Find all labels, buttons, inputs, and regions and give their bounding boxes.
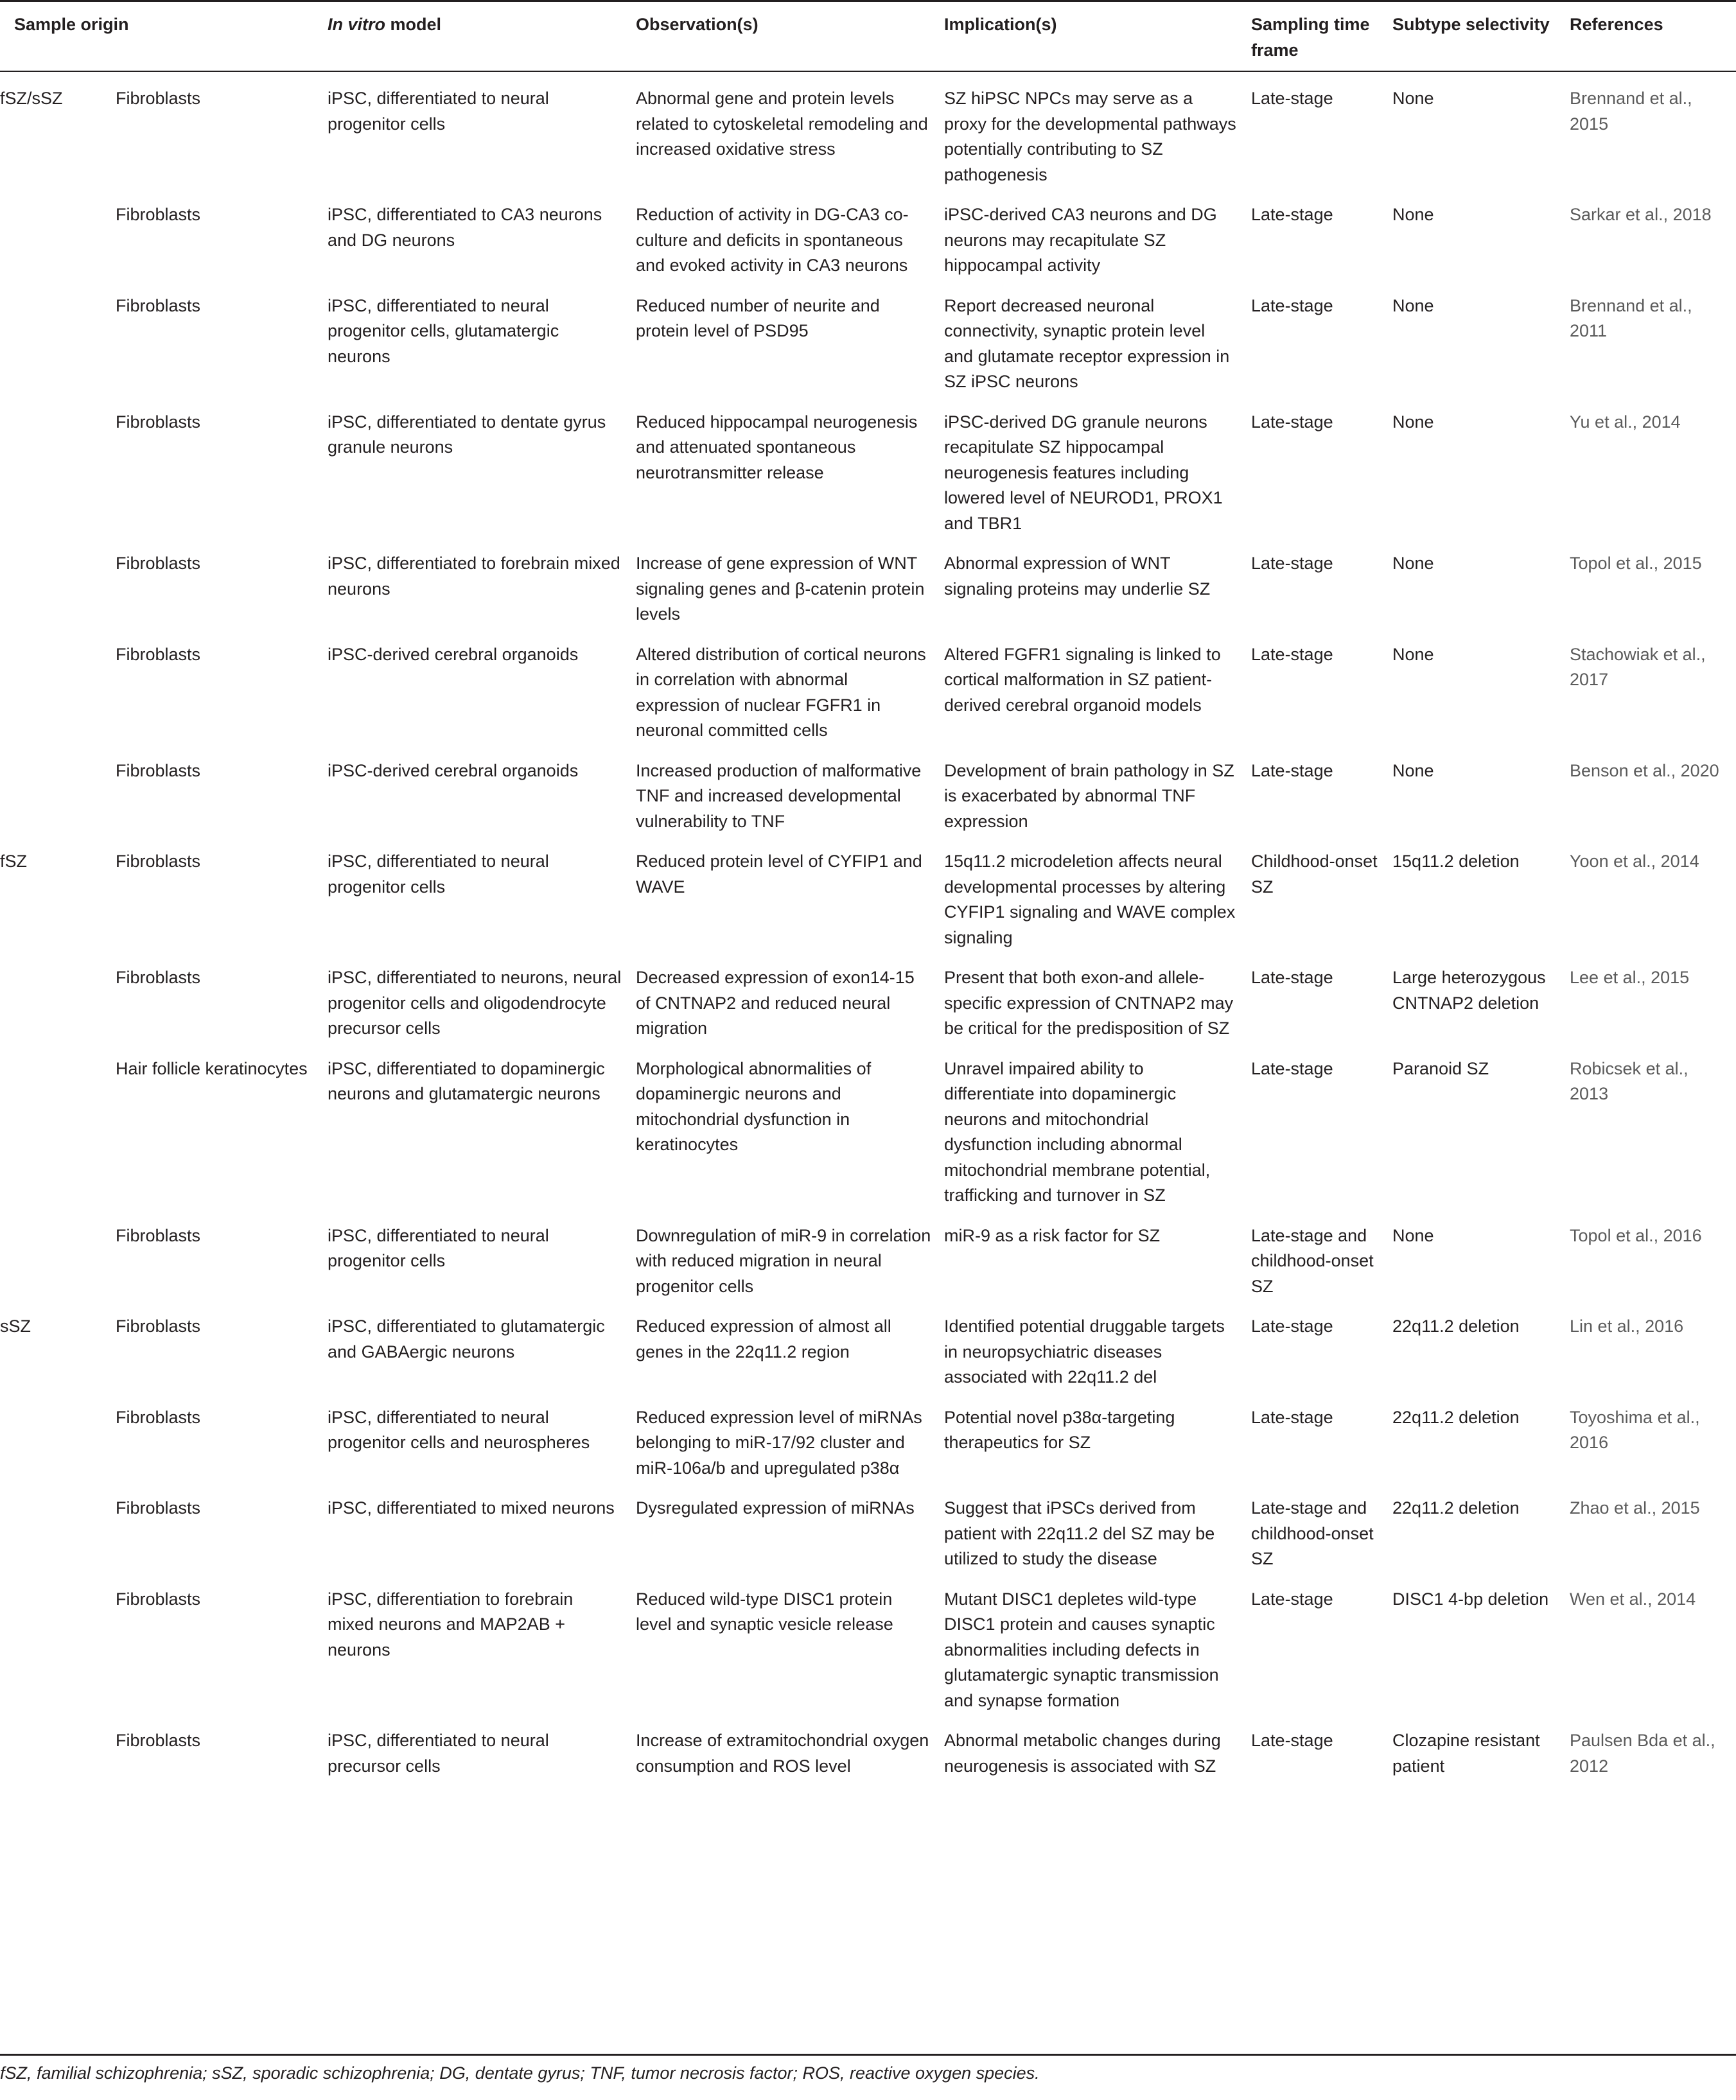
header-observations: Observation(s) bbox=[629, 1, 938, 72]
table-row bbox=[0, 1713, 1736, 1779]
cell-group: sSZ bbox=[0, 1317, 31, 1336]
table-row bbox=[0, 1042, 1736, 1209]
cell-sampling: Childhood-onset SZ bbox=[1251, 852, 1378, 897]
cell-observation: Reduction of activity in DG-CA3 co-culture and deficits in spontaneous and evoked activity in CA3 neurons bbox=[636, 205, 909, 275]
cell-model: iPSC, differentiated to neural precursor cells bbox=[328, 1731, 549, 1776]
cell-observation: Increased production of malformative TNF and increased developmental vulnerability to TNF bbox=[636, 760, 922, 831]
cell-group bbox=[0, 1572, 109, 1714]
header-implications: Implication(s) bbox=[938, 1, 1245, 72]
cell-observation: Reduced hippocampal neurogenesis and attenuated spontaneous neurotransmitter release bbox=[636, 412, 918, 482]
header-model-italic: In vitro bbox=[328, 15, 386, 34]
header-sample-origin: Sample origin bbox=[0, 1, 321, 72]
table-row bbox=[0, 1299, 1736, 1390]
table-row bbox=[0, 279, 1736, 395]
cell-observation: Reduced expression of almost all genes in the 22q11.2 region bbox=[636, 1317, 891, 1361]
cell-reference: Lee et al., 2015 bbox=[1570, 968, 1690, 987]
cell-sampling: Late-stage bbox=[1251, 644, 1333, 664]
cell-group bbox=[0, 1209, 109, 1300]
cell-model: iPSC, differentiated to neurons, neural progenitor cells and oligodendrocyte precursor cells bbox=[328, 968, 622, 1038]
cell-observation: Increase of extramitochondrial oxygen consumption and ROS level bbox=[636, 1731, 929, 1776]
cell-sampling: Late-stage bbox=[1251, 412, 1333, 432]
cell-observation: Morphological abnormalities of dopaminergic neurons and mitochondrial dysfunction in keratinocytes bbox=[636, 1058, 872, 1154]
cell-group bbox=[0, 1481, 109, 1572]
table-row bbox=[0, 1572, 1736, 1714]
cell-implication: iPSC-derived DG granule neurons recapitulate SZ hippocampal neurogenesis features including lowered level of NEUROD1, PROX1 and TBR1 bbox=[944, 412, 1223, 533]
table-bottom-rule bbox=[0, 2054, 1736, 2056]
header-model bbox=[321, 1, 629, 72]
cell-subtype: None bbox=[1392, 1225, 1434, 1245]
table-row bbox=[0, 1209, 1736, 1300]
cell-observation: Dysregulated expression of miRNAs bbox=[636, 1498, 915, 1518]
cell-observation: Reduced wild-type DISC1 protein level and synaptic vesicle release bbox=[636, 1589, 893, 1634]
header-sampling: Sampling time frame bbox=[1245, 1, 1386, 72]
cell-sample: Fibroblasts bbox=[116, 1407, 201, 1427]
cell-sampling: Late-stage bbox=[1251, 89, 1333, 108]
cell-sampling: Late-stage bbox=[1251, 1407, 1333, 1427]
table-row bbox=[0, 834, 1736, 950]
cell-reference: Topol et al., 2016 bbox=[1570, 1225, 1702, 1245]
cell-group bbox=[0, 1042, 109, 1209]
cell-subtype: Clozapine resistant patient bbox=[1392, 1731, 1540, 1776]
cell-group bbox=[0, 395, 109, 537]
cell-model: iPSC, differentiated to neural progenitor cells bbox=[328, 1225, 549, 1270]
cell-reference: Stachowiak et al., 2017 bbox=[1570, 644, 1706, 689]
cell-sample: Fibroblasts bbox=[116, 1589, 201, 1609]
cell-subtype: Large heterozygous CNTNAP2 deletion bbox=[1392, 968, 1546, 1013]
cell-model: iPSC, differentiated to mixed neurons bbox=[328, 1498, 615, 1518]
cell-implication: Present that both exon-and allele-specific expression of CNTNAP2 may be critical for the predisposition of SZ bbox=[944, 968, 1234, 1038]
table-row bbox=[0, 71, 1736, 188]
table-row bbox=[0, 950, 1736, 1042]
cell-subtype: None bbox=[1392, 644, 1434, 664]
cell-subtype: None bbox=[1392, 760, 1434, 780]
cell-reference: Wen et al., 2014 bbox=[1570, 1589, 1696, 1609]
cell-sample: Fibroblasts bbox=[116, 644, 201, 664]
cell-group bbox=[0, 279, 109, 395]
cell-subtype: None bbox=[1392, 412, 1434, 432]
cell-observation: Decreased expression of exon14-15 of CNTNAP2 and reduced neural migration bbox=[636, 968, 915, 1038]
cell-sampling: Late-stage bbox=[1251, 968, 1333, 987]
cell-subtype: Paranoid SZ bbox=[1392, 1058, 1489, 1078]
cell-subtype: None bbox=[1392, 89, 1434, 108]
cell-sample: Fibroblasts bbox=[116, 295, 201, 315]
cell-implication: Suggest that iPSCs derived from patient with 22q11.2 del SZ may be utilized to study the disease bbox=[944, 1498, 1215, 1568]
cell-observation: Abnormal gene and protein levels related to cytoskeletal remodeling and increased oxidative stress bbox=[636, 89, 928, 159]
cell-model: iPSC, differentiated to neural progenitor cells bbox=[328, 852, 549, 897]
cell-sampling: Late-stage bbox=[1251, 295, 1333, 315]
cell-observation: Reduced number of neurite and protein level of PSD95 bbox=[636, 295, 880, 340]
cell-implication: Abnormal expression of WNT signaling proteins may underlie SZ bbox=[944, 554, 1211, 599]
cell-subtype: 22q11.2 deletion bbox=[1392, 1498, 1520, 1518]
cell-reference: Brennand et al., 2011 bbox=[1570, 295, 1692, 340]
cell-model: iPSC, differentiated to forebrain mixed neurons bbox=[328, 554, 620, 599]
cell-reference: Brennand et al., 2015 bbox=[1570, 89, 1692, 134]
header-row bbox=[0, 1, 1736, 72]
cell-model: iPSC, differentiation to forebrain mixed neurons and MAP2AB + neurons bbox=[328, 1589, 574, 1659]
cell-sample: Fibroblasts bbox=[116, 412, 201, 432]
cell-model: iPSC-derived cerebral organoids bbox=[328, 760, 579, 780]
cell-subtype: 22q11.2 deletion bbox=[1392, 1317, 1520, 1336]
cell-model: iPSC, differentiated to dentate gyrus granule neurons bbox=[328, 412, 606, 457]
cell-sample: Fibroblasts bbox=[116, 554, 201, 573]
cell-group bbox=[0, 1390, 109, 1482]
cell-reference: Topol et al., 2015 bbox=[1570, 554, 1702, 573]
cell-reference: Sarkar et al., 2018 bbox=[1570, 205, 1712, 224]
header-model-rest: model bbox=[385, 15, 442, 34]
header-subtype: Subtype selectivity bbox=[1386, 1, 1563, 72]
cell-sample: Fibroblasts bbox=[116, 1498, 201, 1518]
cell-sampling: Late-stage bbox=[1251, 1058, 1333, 1078]
cell-observation: Altered distribution of cortical neurons in correlation with abnormal expression of nuclear FGFR1 in neuronal committed cells bbox=[636, 644, 926, 740]
cell-reference: Yu et al., 2014 bbox=[1570, 412, 1681, 432]
cell-model: iPSC, differentiated to CA3 neurons and DG neurons bbox=[328, 205, 602, 250]
cell-reference: Benson et al., 2020 bbox=[1570, 760, 1719, 780]
cell-implication: Altered FGFR1 signaling is linked to cortical malformation in SZ patient-derived cerebral organoid models bbox=[944, 644, 1221, 715]
cell-sampling: Late-stage and childhood-onset SZ bbox=[1251, 1225, 1374, 1296]
cell-observation: Reduced expression level of miRNAs belonging to miR-17/92 cluster and miR-106a/b and upregulated p38α bbox=[636, 1407, 922, 1478]
table-row bbox=[0, 536, 1736, 627]
cell-implication: Abnormal metabolic changes during neurogenesis is associated with SZ bbox=[944, 1731, 1221, 1776]
cell-sampling: Late-stage bbox=[1251, 554, 1333, 573]
cell-group bbox=[0, 1713, 109, 1779]
cell-sampling: Late-stage bbox=[1251, 1589, 1333, 1609]
footnote: fSZ, familial schizophrenia; sSZ, sporadic schizophrenia; DG, dentate gyrus; TNF, tumor necrosis factor; ROS, reactive oxygen species. bbox=[0, 2063, 1040, 2083]
cell-group bbox=[0, 627, 109, 744]
cell-implication: iPSC-derived CA3 neurons and DG neurons may recapitulate SZ hippocampal activity bbox=[944, 205, 1217, 275]
cell-model: iPSC, differentiated to neural progenitor cells and neurospheres bbox=[328, 1407, 590, 1452]
cell-group: fSZ bbox=[0, 852, 28, 871]
table-row bbox=[0, 744, 1736, 835]
cell-group bbox=[0, 188, 109, 279]
cell-observation: Reduced protein level of CYFIP1 and WAVE bbox=[636, 852, 922, 897]
cell-implication: SZ hiPSC NPCs may serve as a proxy for the developmental pathways potentially contributing to SZ pathogenesis bbox=[944, 89, 1236, 184]
cell-group bbox=[0, 950, 109, 1042]
cell-implication: Unravel impaired ability to differentiate into dopaminergic neurons and mitochondrial dysfunction including abnormal mitochondrial membrane potential, trafficking and turnover in SZ bbox=[944, 1058, 1211, 1205]
cell-sample: Fibroblasts bbox=[116, 852, 201, 871]
cell-subtype: DISC1 4-bp deletion bbox=[1392, 1589, 1549, 1609]
cell-subtype: None bbox=[1392, 554, 1434, 573]
cell-reference: Yoon et al., 2014 bbox=[1570, 852, 1699, 871]
cell-sampling: Late-stage and childhood-onset SZ bbox=[1251, 1498, 1374, 1568]
cell-group: fSZ/sSZ bbox=[0, 89, 63, 108]
cell-reference: Robicsek et al., 2013 bbox=[1570, 1058, 1688, 1103]
cell-sampling: Late-stage bbox=[1251, 760, 1333, 780]
cell-observation: Increase of gene expression of WNT signaling genes and β-catenin protein levels bbox=[636, 554, 925, 624]
cell-model: iPSC, differentiated to glutamatergic and GABAergic neurons bbox=[328, 1317, 605, 1361]
table-row bbox=[0, 1481, 1736, 1572]
cell-reference: Lin et al., 2016 bbox=[1570, 1317, 1684, 1336]
cell-subtype: None bbox=[1392, 295, 1434, 315]
cell-model: iPSC, differentiated to dopaminergic neurons and glutamatergic neurons bbox=[328, 1058, 605, 1103]
cell-sample: Fibroblasts bbox=[116, 89, 201, 108]
cell-sample: Fibroblasts bbox=[116, 1225, 201, 1245]
table-row bbox=[0, 627, 1736, 744]
cell-implication: miR-9 as a risk factor for SZ bbox=[944, 1225, 1161, 1245]
cell-sample: Hair follicle keratinocytes bbox=[116, 1058, 308, 1078]
cell-sample: Fibroblasts bbox=[116, 205, 201, 224]
cell-sample: Fibroblasts bbox=[116, 1317, 201, 1336]
cell-implication: Report decreased neuronal connectivity, synaptic protein level and glutamate receptor expression in SZ iPSC neurons bbox=[944, 295, 1230, 391]
cell-implication: Development of brain pathology in SZ is exacerbated by abnormal TNF expression bbox=[944, 760, 1234, 831]
cell-sample: Fibroblasts bbox=[116, 1731, 201, 1750]
cell-implication: Identified potential druggable targets in neuropsychiatric diseases associated with 22q11.2 del bbox=[944, 1317, 1225, 1387]
cell-subtype: 15q11.2 deletion bbox=[1392, 852, 1520, 871]
table-row bbox=[0, 1390, 1736, 1482]
table-row bbox=[0, 395, 1736, 537]
cell-model: iPSC-derived cerebral organoids bbox=[328, 644, 579, 664]
cell-subtype: None bbox=[1392, 205, 1434, 224]
cell-sample: Fibroblasts bbox=[116, 968, 201, 987]
cell-group bbox=[0, 536, 109, 627]
cell-reference: Paulsen Bda et al., 2012 bbox=[1570, 1731, 1715, 1776]
cell-observation: Downregulation of miR-9 in correlation with reduced migration in neural progenitor cells bbox=[636, 1225, 931, 1296]
cell-sampling: Late-stage bbox=[1251, 1731, 1333, 1750]
cell-model: iPSC, differentiated to neural progenitor cells bbox=[328, 89, 549, 134]
header-references: References bbox=[1563, 1, 1736, 72]
cell-implication: 15q11.2 microdeletion affects neural developmental processes by altering CYFIP1 signaling and WAVE complex signaling bbox=[944, 852, 1236, 947]
cell-implication: Mutant DISC1 depletes wild-type DISC1 protein and causes synaptic abnormalities including defects in glutamatergic synaptic transmission and synapse formation bbox=[944, 1589, 1219, 1710]
cell-sampling: Late-stage bbox=[1251, 1317, 1333, 1336]
cell-model: iPSC, differentiated to neural progenitor cells, glutamatergic neurons bbox=[328, 295, 559, 366]
cell-group bbox=[0, 744, 109, 835]
cell-sampling: Late-stage bbox=[1251, 205, 1333, 224]
cell-implication: Potential novel p38α-targeting therapeutics for SZ bbox=[944, 1407, 1175, 1452]
cell-reference: Zhao et al., 2015 bbox=[1570, 1498, 1700, 1518]
cell-reference: Toyoshima et al., 2016 bbox=[1570, 1407, 1700, 1452]
table-row bbox=[0, 188, 1736, 279]
cell-sample: Fibroblasts bbox=[116, 760, 201, 780]
cell-subtype: 22q11.2 deletion bbox=[1392, 1407, 1520, 1427]
